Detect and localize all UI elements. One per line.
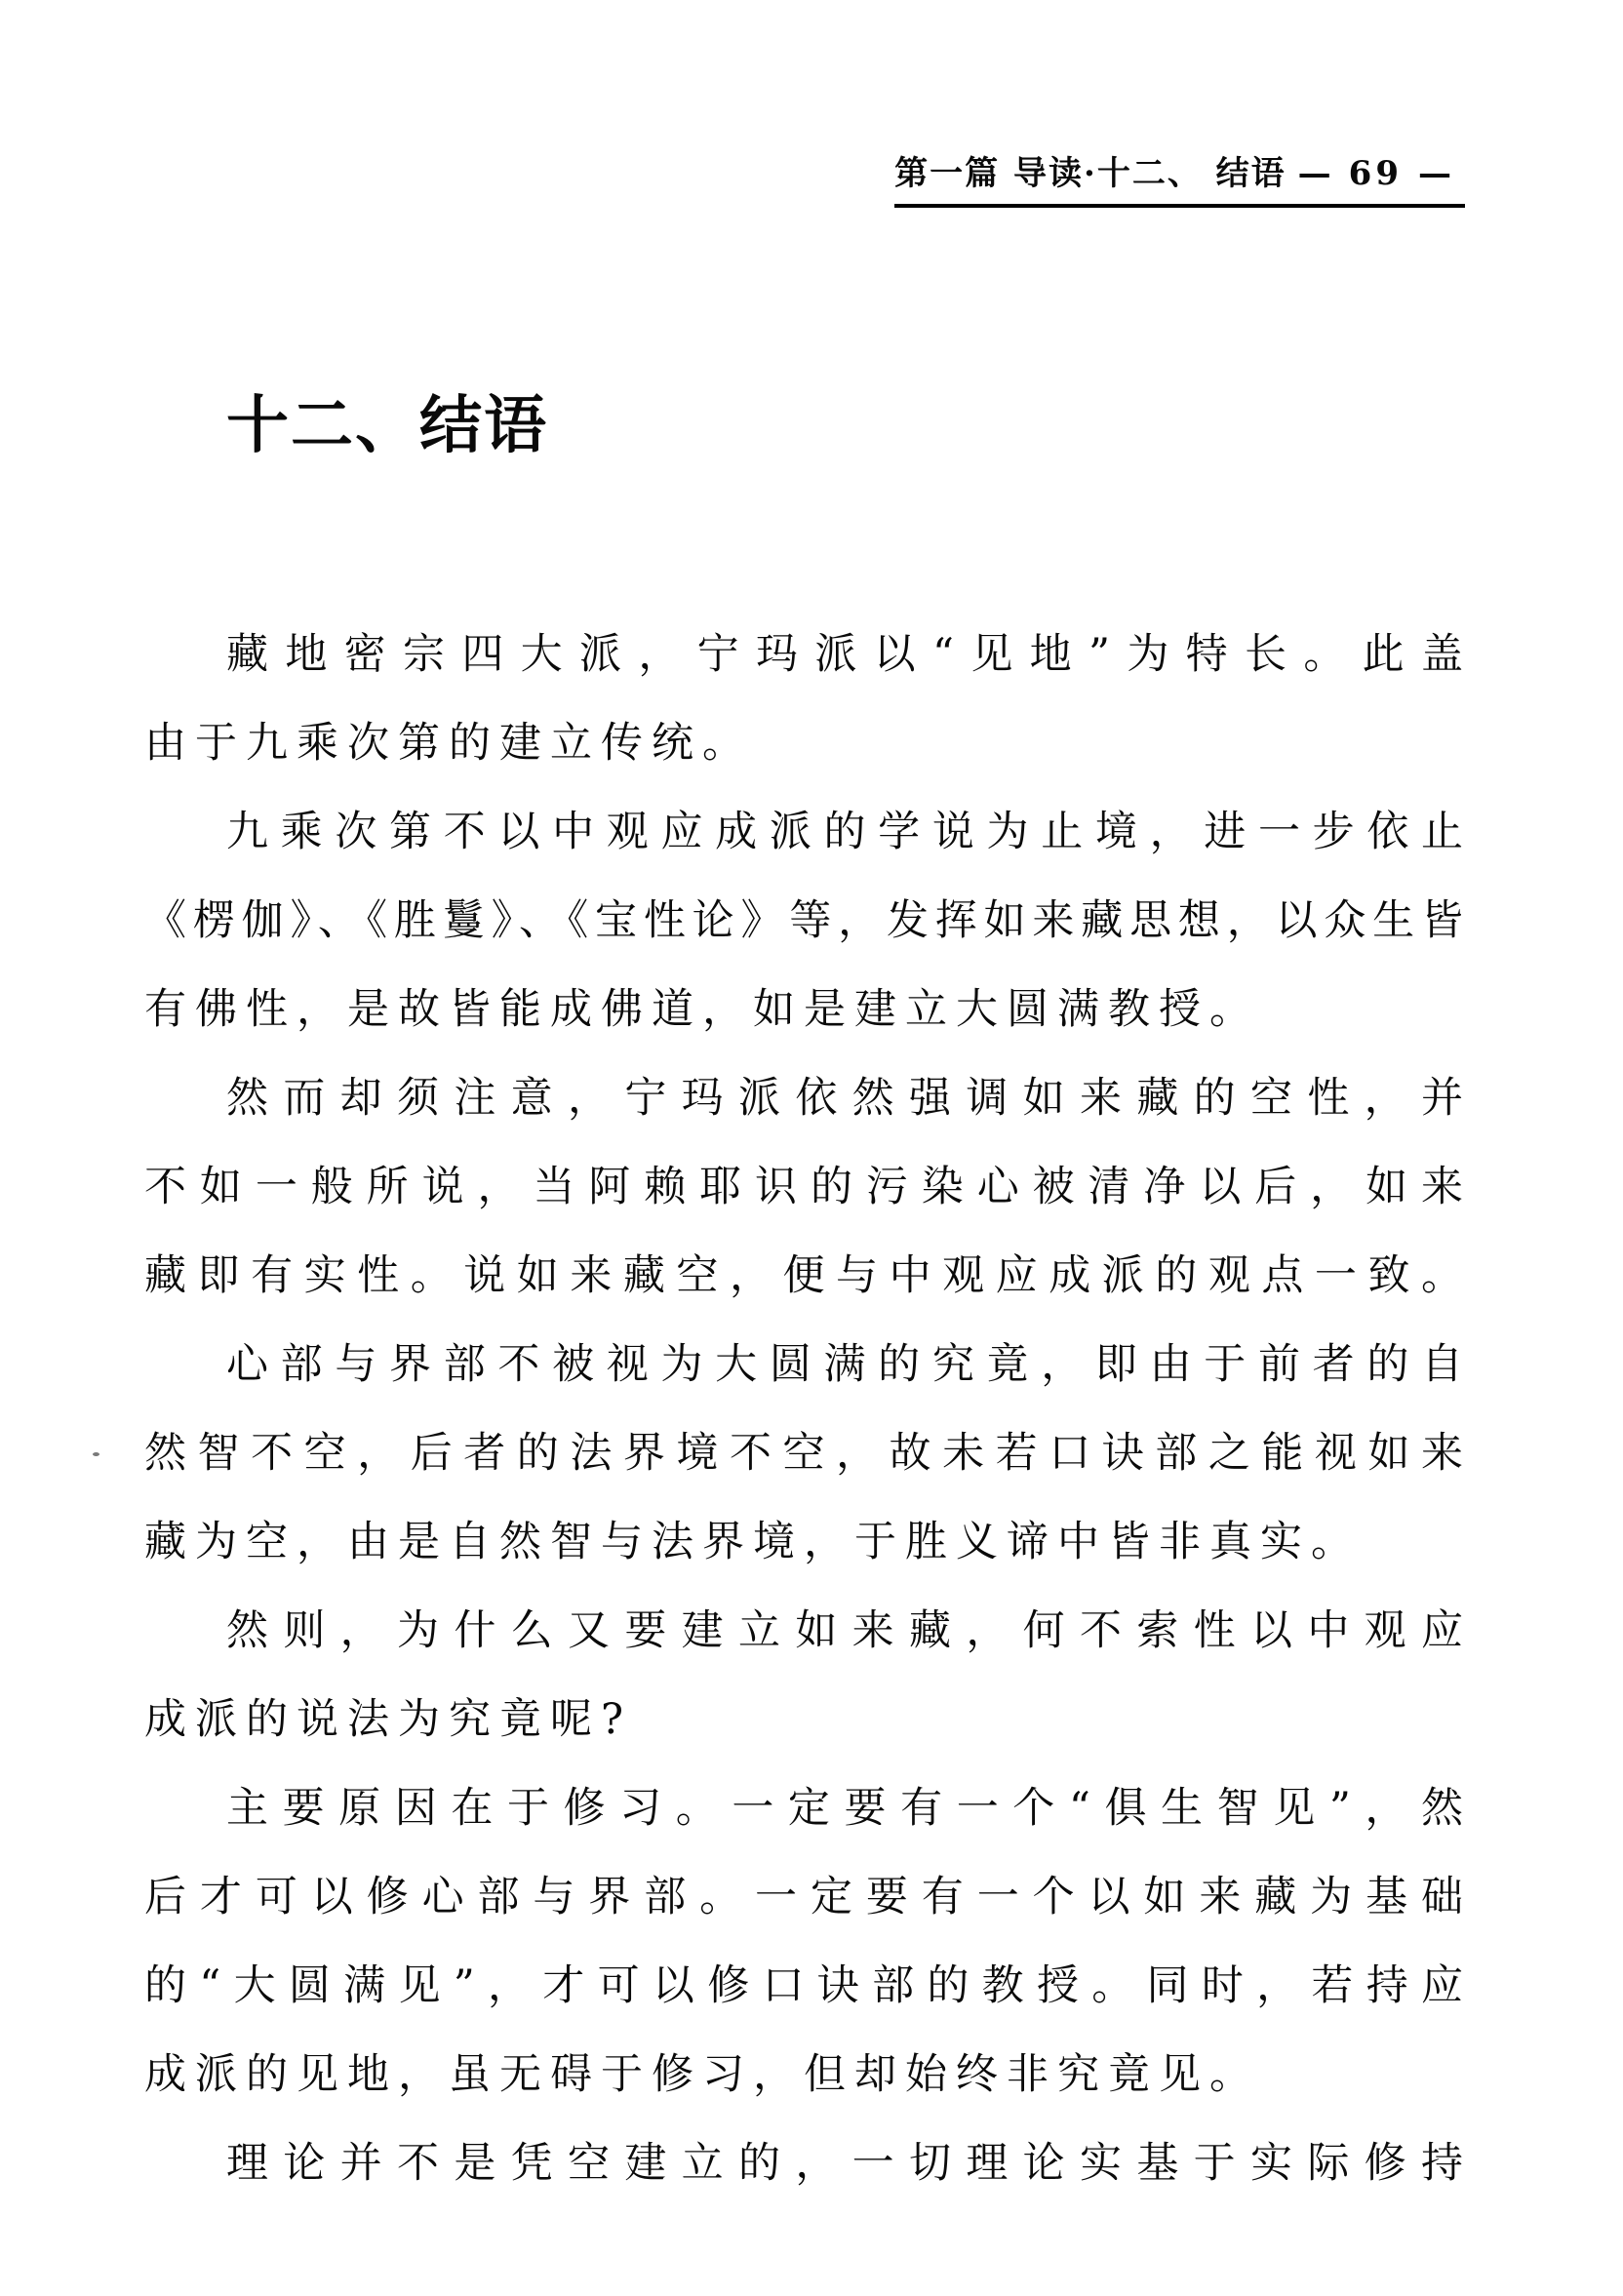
running-header bbox=[894, 146, 1465, 208]
header-chapter-label: 第一篇 导读·十二、 结语 bbox=[894, 154, 1287, 193]
header-dash-left: — bbox=[1297, 154, 1333, 193]
body-line: 不如一般所说，当阿赖耶识的污染心被清净以后，如来 bbox=[144, 1163, 1463, 1211]
body-line: 成派的说法为究竟呢? bbox=[144, 1695, 633, 1744]
scan-artifact bbox=[93, 1452, 99, 1456]
paragraph bbox=[144, 2119, 1463, 2208]
body-line: 藏即有实性。说如来藏空，便与中观应成派的观点一致。 bbox=[144, 1251, 1463, 1300]
body-line: 藏为空，由是自然智与法界境，于胜义谛中皆非真实。 bbox=[144, 1518, 1362, 1566]
body-line: 藏地密宗四大派，宁玛派以“见地”为特长。此盖 bbox=[226, 630, 1463, 679]
paragraph bbox=[144, 1587, 1463, 1764]
paragraph bbox=[144, 1321, 1463, 1587]
chapter-title: 十二、结语 bbox=[226, 389, 548, 462]
body-line: 主要原因在于修习。一定要有一个“俱生智见”，然 bbox=[226, 1784, 1463, 1833]
header-dash-right: — bbox=[1418, 154, 1453, 193]
body-line: 《楞伽》、《胜鬘》、《宝性论》等，发挥如来藏思想，以众生皆 bbox=[144, 896, 1463, 945]
body-line: 然则，为什么又要建立如来藏，何不索性以中观应 bbox=[226, 1606, 1463, 1655]
header-rule bbox=[894, 146, 1465, 208]
body-line: 然智不空，后者的法界境不空，故未若口诀部之能视如来 bbox=[144, 1429, 1463, 1478]
body-line: 理论并不是凭空建立的，一切理论实基于实际修持 bbox=[226, 2139, 1463, 2188]
paragraph bbox=[144, 611, 1463, 788]
body-text bbox=[144, 611, 1463, 2208]
body-line: 由于九乘次第的建立传统。 bbox=[144, 719, 753, 768]
body-line: 有佛性，是故皆能成佛道，如是建立大圆满教授。 bbox=[144, 985, 1260, 1034]
paragraph bbox=[144, 788, 1463, 1054]
body-line: 后才可以修心部与界部。一定要有一个以如来藏为基础 bbox=[144, 1873, 1463, 1921]
body-line: 然而却须注意，宁玛派依然强调如来藏的空性，并 bbox=[226, 1074, 1463, 1123]
page-number: 69 bbox=[1348, 154, 1403, 193]
body-line: 心部与界部不被视为大圆满的究竟，即由于前者的自 bbox=[226, 1340, 1463, 1389]
body-line: 成派的见地，虽无碍于修习，但却始终非究竟见。 bbox=[144, 2050, 1260, 2099]
paragraph bbox=[144, 1054, 1463, 1321]
paragraph bbox=[144, 1764, 1463, 2119]
body-line: 九乘次第不以中观应成派的学说为止境，进一步依止 bbox=[226, 808, 1463, 856]
body-line: 的“大圆满见”，才可以修口诀部的教授。同时，若持应 bbox=[144, 1961, 1463, 2010]
